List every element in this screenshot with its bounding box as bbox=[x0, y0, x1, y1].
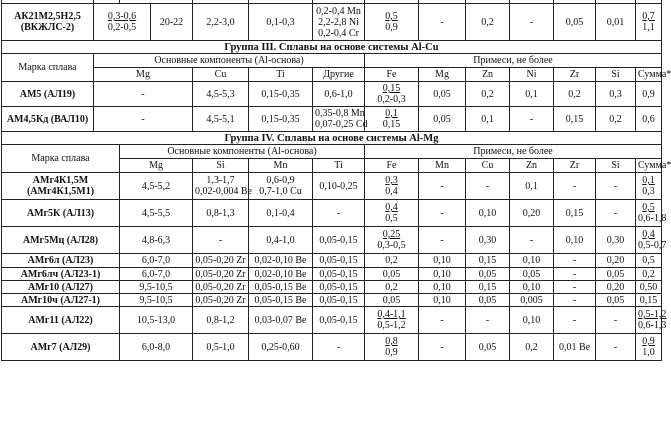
table-row bbox=[2, 254, 662, 268]
col-header: Fe bbox=[365, 159, 419, 173]
cell: 0,15 bbox=[636, 294, 662, 307]
cell: 0,1-0,4 bbox=[249, 200, 313, 227]
cell: 0,1 0,3 bbox=[636, 173, 662, 200]
cell: - bbox=[466, 307, 510, 334]
cell: 0,05-0,15 bbox=[313, 281, 365, 294]
table-row bbox=[2, 200, 662, 227]
header-brand: Марка сплава bbox=[2, 54, 94, 82]
cell: - bbox=[510, 4, 554, 41]
cell: 6,0-8,0 bbox=[120, 334, 193, 361]
table-row bbox=[2, 82, 662, 107]
cell: - bbox=[554, 307, 596, 334]
cell: 0,05-0,20 Zr bbox=[193, 294, 249, 307]
cell: - bbox=[94, 82, 193, 107]
cell: 0,30 bbox=[466, 227, 510, 254]
cell: 9,5-10,5 bbox=[120, 281, 193, 294]
cell: 1,3-1,7 0,02-0,004 Be bbox=[193, 173, 249, 200]
table-row bbox=[2, 268, 662, 281]
cell: 0,30 bbox=[596, 227, 636, 254]
cell: 4,5-5,1 bbox=[193, 107, 249, 132]
header-impurities: Примеси, не более bbox=[365, 54, 662, 68]
cell: 0,10-0,25 bbox=[313, 173, 365, 200]
cell: 0,05 bbox=[419, 82, 466, 107]
cell: 0,2 bbox=[365, 281, 419, 294]
cell: 0,8-1,3 bbox=[193, 200, 249, 227]
cell: - bbox=[419, 227, 466, 254]
cell: 0,3 0,4 bbox=[365, 173, 419, 200]
cell: - bbox=[313, 334, 365, 361]
cell: 0,15 0,2-0,3 bbox=[365, 82, 419, 107]
cell: 6,0-7,0 bbox=[120, 254, 193, 268]
col-header: Mn bbox=[249, 159, 313, 173]
col-header: Ti bbox=[249, 68, 313, 82]
cell: 0,2 bbox=[466, 4, 510, 41]
cell: 0,5 0,6-1,8 bbox=[636, 200, 662, 227]
col-header: Mg bbox=[419, 68, 466, 82]
cell: 0,10 bbox=[510, 307, 554, 334]
header-main: Основные компоненты (Al-основа) bbox=[120, 145, 365, 159]
cell: 0,05 bbox=[466, 334, 510, 361]
table-row bbox=[2, 145, 662, 159]
alloy-name: АК21М2,5Н2,5 (ВКЖЛС-2) bbox=[2, 4, 94, 41]
cell: 0,2 bbox=[510, 334, 554, 361]
table-row bbox=[2, 334, 662, 361]
cell: 20-22 bbox=[151, 4, 193, 41]
cell: 0,5 0,9 bbox=[365, 4, 419, 41]
cell: 0,15 bbox=[554, 107, 596, 132]
cell: 0,05-0,15 bbox=[313, 227, 365, 254]
cell: 0,05 bbox=[466, 294, 510, 307]
col-header: Mn bbox=[419, 159, 466, 173]
cell: 0,10 bbox=[510, 254, 554, 268]
col-header: Ni bbox=[510, 68, 554, 82]
cell: 0,1 0,15 bbox=[365, 107, 419, 132]
cell: - bbox=[313, 200, 365, 227]
cell: - bbox=[94, 107, 193, 132]
cell: 0,8-1,2 bbox=[193, 307, 249, 334]
cell: 0,20 bbox=[596, 254, 636, 268]
table-row bbox=[2, 68, 662, 82]
cell: 0,15-0,35 bbox=[249, 107, 313, 132]
cell: 0,2 bbox=[554, 82, 596, 107]
cell: - bbox=[419, 200, 466, 227]
cell: 0,05-0,15 bbox=[313, 268, 365, 281]
col-header: Ti bbox=[313, 159, 365, 173]
cell: 0,50 bbox=[636, 281, 662, 294]
cell: 10,5-13,0 bbox=[120, 307, 193, 334]
group-title: Группа IV. Сплавы на основе системы Al-Mg bbox=[2, 132, 662, 145]
cell: 0,05 bbox=[365, 268, 419, 281]
cell: 0,02-0,10 Be bbox=[249, 268, 313, 281]
alloy-composition-table bbox=[1, 0, 671, 361]
alloy-name: АМг5К (АЛ13) bbox=[2, 200, 120, 227]
col-header: Zr bbox=[554, 68, 596, 82]
cell: 0,10 bbox=[419, 254, 466, 268]
col-header: Mg bbox=[94, 68, 193, 82]
cell: 0,01 Be bbox=[554, 334, 596, 361]
table-row bbox=[2, 281, 662, 294]
cell: 0,02-0,10 Be bbox=[249, 254, 313, 268]
cell: 0,20 bbox=[596, 281, 636, 294]
cell: 0,15 bbox=[466, 254, 510, 268]
cell: 4,5-5,5 bbox=[120, 200, 193, 227]
cell: 0,05-0,20 Zr bbox=[193, 268, 249, 281]
cell: 0,25-0,60 bbox=[249, 334, 313, 361]
table-row bbox=[2, 307, 662, 334]
cell: - bbox=[596, 334, 636, 361]
alloy-name: АМ4,5Кд (ВАЛ10) bbox=[2, 107, 94, 132]
cell: - bbox=[419, 334, 466, 361]
cell: 0,03-0,07 Be bbox=[249, 307, 313, 334]
cell: 0,05 bbox=[365, 294, 419, 307]
cell: 0,15-0,35 bbox=[249, 82, 313, 107]
cell: 0,15 bbox=[466, 281, 510, 294]
cell: 0,4 0,5-0,7 bbox=[636, 227, 662, 254]
cell: - bbox=[596, 173, 636, 200]
cell: 4,5-5,2 bbox=[120, 173, 193, 200]
cell: - bbox=[596, 307, 636, 334]
cell: 0,6-1,0 bbox=[313, 82, 365, 107]
cell: 0,20 bbox=[510, 200, 554, 227]
cell: 0,25 0,3-0,5 bbox=[365, 227, 419, 254]
cell: 0,1 bbox=[466, 107, 510, 132]
cell: 0,8 0,9 bbox=[365, 334, 419, 361]
table-body bbox=[2, 0, 671, 361]
col-header: Mg bbox=[120, 159, 193, 173]
cell: 0,6-0,9 0,7-1,0 Cu bbox=[249, 173, 313, 200]
cell: 0,4-1,0 bbox=[249, 227, 313, 254]
cell: 0,5-1,2 0,6-1,3 bbox=[636, 307, 662, 334]
cell: 0,15 bbox=[554, 200, 596, 227]
cell: - bbox=[510, 227, 554, 254]
cell: 0,1 bbox=[510, 173, 554, 200]
cell: - bbox=[510, 107, 554, 132]
cell: - bbox=[419, 307, 466, 334]
cell: 4,8-6,3 bbox=[120, 227, 193, 254]
cell: - bbox=[554, 173, 596, 200]
cell: 0,4 0,5 bbox=[365, 200, 419, 227]
table-row bbox=[2, 107, 662, 132]
cell: 0,05 bbox=[596, 268, 636, 281]
alloy-name: АМг6лч (АЛ23-1) bbox=[2, 268, 120, 281]
cell: 9,5-10,5 bbox=[120, 294, 193, 307]
cell: 6,0-7,0 bbox=[120, 268, 193, 281]
header-main: Основные компоненты (Al-основа) bbox=[94, 54, 365, 68]
cell: 0,05-0,20 Zr bbox=[193, 254, 249, 268]
alloy-name: АМг6л (АЛ23) bbox=[2, 254, 120, 268]
col-header: Другие bbox=[313, 68, 365, 82]
alloy-name: АМг4К1,5М (АМг4К1,5М1) bbox=[2, 173, 120, 200]
cell: 0,2-0,4 Mn 2,2-2,8 Ni 0,2-0,4 Cr bbox=[313, 4, 365, 41]
cell: 0,10 bbox=[466, 200, 510, 227]
col-header: Zn bbox=[466, 68, 510, 82]
cell: 0,2 bbox=[596, 107, 636, 132]
cell: 0,05-0,15 bbox=[313, 307, 365, 334]
col-header: Сумма* bbox=[636, 68, 662, 82]
cell: 0,3-0,6 0,2-0,5 bbox=[94, 4, 151, 41]
cell: 0,6 bbox=[636, 107, 662, 132]
col-header: Cu bbox=[193, 68, 249, 82]
cell: 0,2 bbox=[466, 82, 510, 107]
alloy-name: АМг10 (АЛ27) bbox=[2, 281, 120, 294]
cell: 0,005 bbox=[510, 294, 554, 307]
cell: 2,2-3,0 bbox=[193, 4, 249, 41]
col-header: Fe bbox=[365, 68, 419, 82]
cell: 0,10 bbox=[510, 281, 554, 294]
alloy-name: АМг10ч (АЛ27-1) bbox=[2, 294, 120, 307]
cell: 0,5 bbox=[636, 254, 662, 268]
table-row bbox=[2, 294, 662, 307]
cell: - bbox=[193, 227, 249, 254]
table-row bbox=[2, 173, 662, 200]
cell: 0,10 bbox=[554, 227, 596, 254]
alloy-name: АМг5Мц (АЛ28) bbox=[2, 227, 120, 254]
cell: - bbox=[554, 254, 596, 268]
cell: 4,5-5,3 bbox=[193, 82, 249, 107]
table-row bbox=[2, 132, 662, 145]
cell: - bbox=[596, 200, 636, 227]
header-brand: Марка сплава bbox=[2, 145, 120, 173]
table-row bbox=[2, 4, 662, 41]
cell: 0,05 bbox=[466, 268, 510, 281]
cell: 0,2 bbox=[636, 268, 662, 281]
cell: 0,1-0,3 bbox=[249, 4, 313, 41]
cell: 0,05-0,20 Zr bbox=[193, 281, 249, 294]
cell: 0,05-0,15 bbox=[313, 254, 365, 268]
cell: 0,05 bbox=[596, 294, 636, 307]
cell: 0,35-0,8 Mn 0,07-0,25 Cd bbox=[313, 107, 365, 132]
cell: 0,05-0,15 Be bbox=[249, 281, 313, 294]
cell: 0,4-1,1 0,5-1,2 bbox=[365, 307, 419, 334]
cell: - bbox=[554, 281, 596, 294]
col-header: Si bbox=[596, 159, 636, 173]
cell: 0,3 bbox=[596, 82, 636, 107]
table-row bbox=[2, 41, 662, 54]
col-header: Cu bbox=[466, 159, 510, 173]
cell: 0,05 bbox=[554, 4, 596, 41]
cell: 0,05 bbox=[419, 107, 466, 132]
cell: - bbox=[466, 173, 510, 200]
cell: - bbox=[419, 4, 466, 41]
cell: 0,7 1,1 bbox=[636, 4, 662, 41]
cell: 0,9 1,0 bbox=[636, 334, 662, 361]
col-header: Si bbox=[193, 159, 249, 173]
table-row bbox=[2, 54, 662, 68]
cell: 0,05-0,15 Be bbox=[249, 294, 313, 307]
cell: 0,5-1,0 bbox=[193, 334, 249, 361]
cell: 0,1 bbox=[510, 82, 554, 107]
col-header: Si bbox=[596, 68, 636, 82]
cell: - bbox=[554, 268, 596, 281]
cell: 0,05 bbox=[510, 268, 554, 281]
alloy-name: АМг11 (АЛ22) bbox=[2, 307, 120, 334]
col-header: Zr bbox=[554, 159, 596, 173]
cell: - bbox=[419, 173, 466, 200]
cell: 0,2 bbox=[365, 254, 419, 268]
header-impurities: Примеси, не более bbox=[365, 145, 662, 159]
alloy-name: АМ5 (АЛ19) bbox=[2, 82, 94, 107]
col-header: Сумма* bbox=[636, 159, 662, 173]
group-title: Группа III. Сплавы на основе системы Al-Cu bbox=[2, 41, 662, 54]
cell: 0,10 bbox=[419, 294, 466, 307]
alloy-name: АМг7 (АЛ29) bbox=[2, 334, 120, 361]
cell: 0,10 bbox=[419, 268, 466, 281]
cell: 0,01 bbox=[596, 4, 636, 41]
cell: 0,9 bbox=[636, 82, 662, 107]
cell: 0,10 bbox=[419, 281, 466, 294]
col-header: Zn bbox=[510, 159, 554, 173]
cell: 0,05-0,15 bbox=[313, 294, 365, 307]
table-row bbox=[2, 227, 662, 254]
cell: - bbox=[554, 294, 596, 307]
